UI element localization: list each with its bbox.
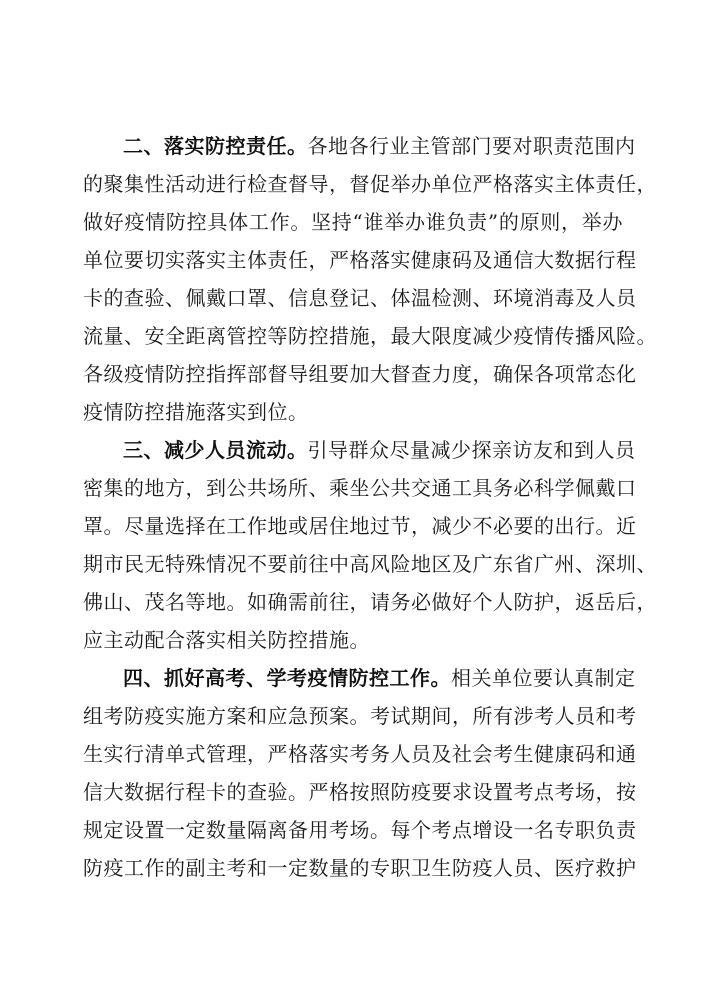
paragraph-3-line-6: 防疫工作的副主考和一定数量的专职卫生防疫人员、医疗救护: [83, 856, 637, 880]
paragraph-2-heading: 三、减少人员流动。: [123, 438, 308, 462]
paragraph-2-line-5: 佛山、茂名等地。如确需前往，请务必做好个人防护，返岳后，: [83, 590, 657, 614]
paragraph-2-text: 引导群众尽量减少探亲访友和到人员: [307, 438, 636, 462]
paragraph-1-line-6: 流量、安全距离管控等防控措施，最大限度减少疫情传播风险。: [83, 324, 657, 348]
paragraph-1-line-1: [123, 126, 636, 166]
paragraph-3-text: 相关单位要认真制定: [451, 666, 636, 690]
paragraph-2-line-3: 罩。尽量选择在工作地或居住地过节，减少不必要的出行。近: [83, 514, 637, 538]
paragraph-2-line-4: 期市民无特殊情况不要前往中高风险地区及广东省广州、深圳、: [83, 552, 657, 576]
paragraph-1-line-4: 单位要切实落实主体责任，严格落实健康码及通信大数据行程: [83, 248, 637, 272]
paragraph-3-line-4: 信大数据行程卡的查验。严格按照防疫要求设置考点考场，按: [83, 780, 637, 804]
paragraph-1-text: 各地各行业主管部门要对职责范围内: [307, 134, 636, 158]
paragraph-3-line-2: 组考防疫实施方案和应急预案。考试期间，所有涉考人员和考: [83, 704, 637, 728]
paragraph-3-heading: 四、抓好高考、学考疫情防控工作。: [123, 666, 451, 690]
paragraph-1-line-5: 卡的查验、佩戴口罩、信息登记、体温检测、环境消毒及人员: [83, 286, 637, 310]
paragraph-1-line-3: 做好疫情防控具体工作。坚持“谁举办谁负责”的原则，举办: [83, 210, 623, 234]
paragraph-1-heading: 二、落实防控责任。: [123, 134, 308, 158]
paragraph-2-line-6: 应主动配合落实相关防控措施。: [83, 628, 370, 652]
paragraph-1-line-7: 各级疫情防控指挥部督导组要加大督查力度，确保各项常态化: [83, 362, 637, 386]
paragraph-3-line-3: 生实行清单式管理，严格落实考务人员及社会考生健康码和通: [83, 742, 637, 766]
paragraph-3-line-5: 规定设置一定数量隔离备用考场。每个考点增设一名专职负责: [83, 818, 637, 842]
paragraph-2-line-2: 密集的地方，到公共场所、乘坐公共交通工具务必科学佩戴口: [83, 476, 637, 500]
paragraph-1-line-8: 疫情防控措施落实到位。: [83, 400, 309, 424]
paragraph-2-line-1: [123, 430, 636, 470]
paragraph-1-line-2: 的聚集性活动进行检查督导，督促举办单位严格落实主体责任，: [83, 172, 657, 196]
paragraph-3-line-1: [123, 658, 636, 698]
